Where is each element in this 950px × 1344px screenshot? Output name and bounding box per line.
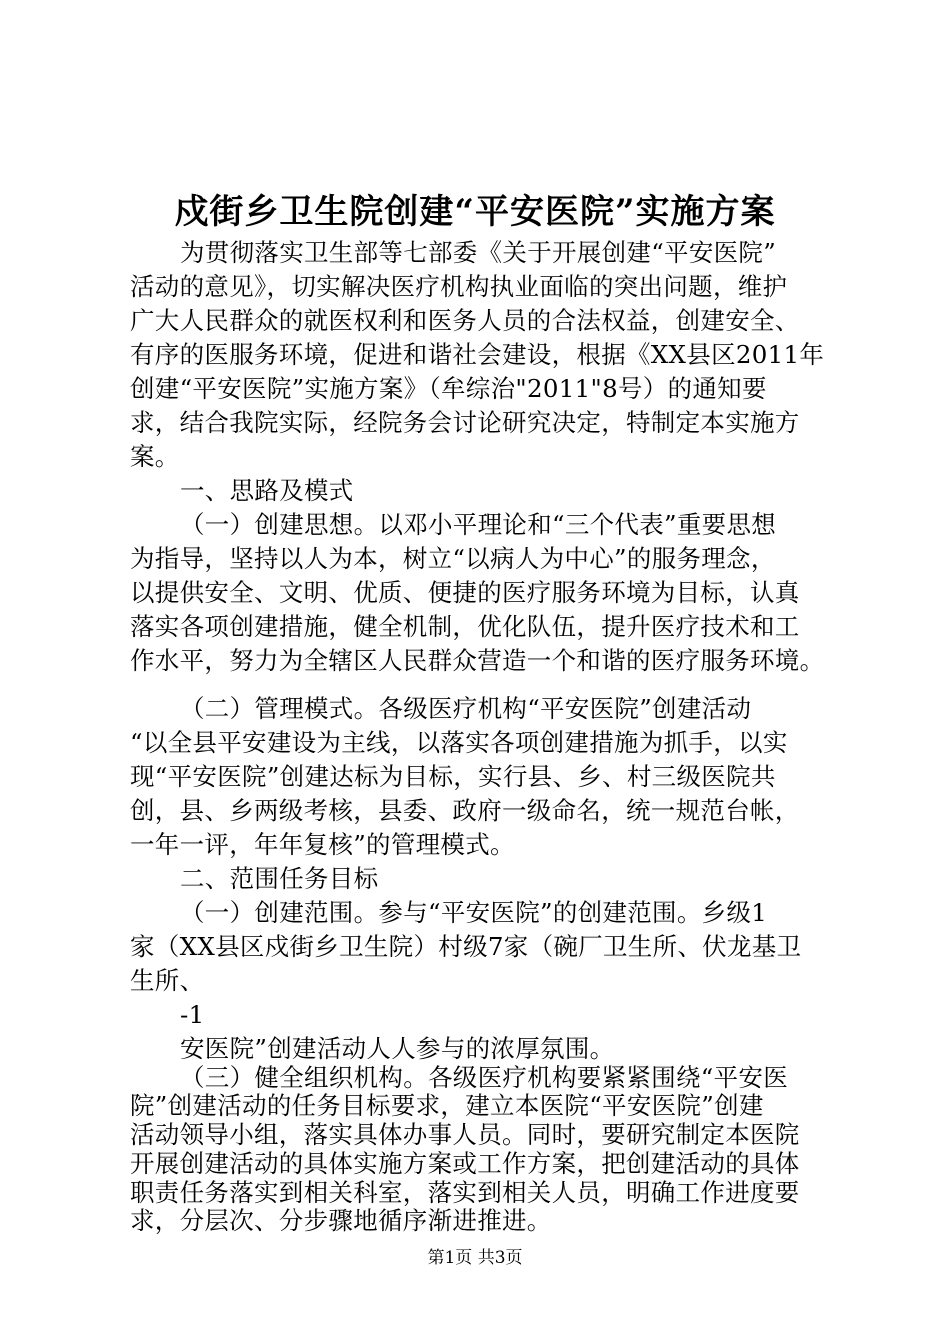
paragraph-line: 求，结合我院实际，经院务会讨论研究决定，特制定本实施方 xyxy=(130,408,800,437)
paragraph-line: 为指导，坚持以人为本，树立“以病人为中心”的服务理念， xyxy=(130,544,776,573)
paragraph-line: 安医院”创建活动人人参与的浓厚氛围。 xyxy=(180,1034,615,1063)
paragraph-line: 生所、 xyxy=(130,966,205,995)
paragraph-line: 家（XX县区戍街乡卫生院）村级7家（碗厂卫生所、伏龙基卫 xyxy=(130,932,802,961)
document-title: 戍街乡卫生院创建“平安医院”实施方案 xyxy=(174,192,776,232)
paragraph-line: 为贯彻落实卫生部等七部委《关于开展创建“平安医院” xyxy=(180,238,777,267)
paragraph-line: 院”创建活动的任务目标要求，建立本医院“平安医院”创建 xyxy=(130,1091,764,1121)
paragraph-line: （二）管理模式。各级医疗机构“平安医院”创建活动 xyxy=(180,694,752,723)
paragraph-line: 创，县、乡两级考核，县委、政府一级命名，统一规范台帐， xyxy=(130,796,800,825)
paragraph-line: “以全县平安建设为主线，以落实各项创建措施为抓手，以实 xyxy=(130,728,788,757)
paragraph-line: 开展创建活动的具体实施方案或工作方案，把创建活动的具体 xyxy=(130,1148,800,1178)
paragraph-line: （一）创建思想。以邓小平理论和“三个代表”重要思想 xyxy=(180,510,777,539)
paragraph-line: 作水平，努力为全辖区人民群众营造一个和谐的医疗服务环境。 xyxy=(130,646,825,675)
paragraph-line: 广大人民群众的就医权利和医务人员的合法权益，创建安全、 xyxy=(130,306,800,335)
paragraph-line: 活动领导小组，落实具体办事人员。同时，要研究制定本医院 xyxy=(130,1120,800,1150)
section-heading: 一、思路及模式 xyxy=(180,476,354,505)
paragraph-line: 创建“平安医院”实施方案》（牟综治"2011"8号）的通知要 xyxy=(130,374,767,403)
paragraph-line: 现“平安医院”创建达标为目标，实行县、乡、村三级医院共 xyxy=(130,762,776,791)
paragraph-line: 活动的意见》，切实解决医疗机构执业面临的突出问题，维护 xyxy=(130,272,788,301)
paragraph-line: （三）健全组织机构。各级医疗机构要紧紧围绕“平安医 xyxy=(180,1062,789,1092)
paragraph-line: 有序的医服务环境，促进和谐社会建设，根据《XX县区2011年 xyxy=(130,340,825,369)
section-heading: 二、范围任务目标 xyxy=(180,864,379,893)
paragraph-line: 以提供安全、文明、优质、便捷的医疗服务环境为目标，认真 xyxy=(130,578,800,607)
page-footer: 第1页 共3页 xyxy=(427,1248,523,1268)
paragraph-line: 一年一评，年年复核”的管理模式。 xyxy=(130,830,515,859)
paragraph-line: 落实各项创建措施，健全机制，优化队伍，提升医疗技术和工 xyxy=(130,612,800,641)
page-break-marker: -1 xyxy=(180,1000,205,1029)
paragraph-line: （一）创建范围。参与“平安医院”的创建范围。乡级1 xyxy=(180,898,768,927)
paragraph-line: 职责任务落实到相关科室，落实到相关人员，明确工作进度要 xyxy=(130,1177,800,1207)
paragraph-line: 求，分层次、分步骤地循序渐进推进。 xyxy=(130,1206,552,1236)
paragraph-line: 案。 xyxy=(130,442,180,471)
